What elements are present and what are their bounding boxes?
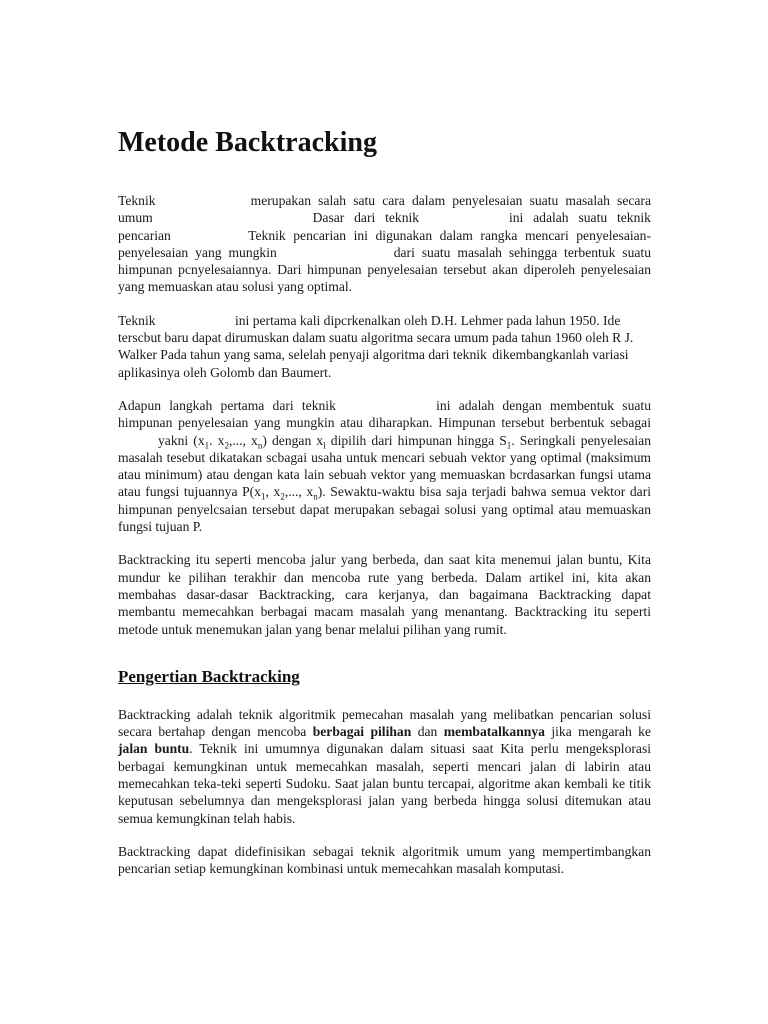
paragraph-text: ,..., x xyxy=(228,432,258,448)
subscript: 2 xyxy=(224,440,229,451)
paragraph-text: dikembangkanlah variasi aplikasinya oleh Golomb dan Baumert. xyxy=(118,347,629,380)
paragraph-text: Teknik xyxy=(118,312,156,328)
paragraph-text: ). Sewaktu-waktu bisa saja terjadi bahwa semua vektor dari himpunan penyelcsaian tersebut dapat merupakan sebagai solusi yang optimal atau memuaskan fungsi tujuan P. xyxy=(118,484,652,535)
subscript: 2 xyxy=(280,492,285,503)
page-title: Metode Backtracking xyxy=(118,127,377,158)
paragraph-text: dan xyxy=(411,724,444,740)
paragraph-text: Backtracking adalah teknik algoritmik pemecahan masalah yang melibatkan pencarian solusi secara bertahap dengan mencoba xyxy=(118,706,651,740)
paragraph-text: yakni (x xyxy=(158,432,205,448)
paragraph-text: Teknik pencarian ini digunakan dalam rangka mencari penyelesaian-penyelesaian yang mungkin xyxy=(118,227,651,260)
subscript: 1 xyxy=(204,440,210,451)
paragraph-text: ini adalah suatu teknik pencarian xyxy=(118,210,651,243)
paragraph-text: Adapun langkah pertama dari teknik xyxy=(118,397,336,413)
paragraph-definition xyxy=(118,706,651,827)
subscript: 1 xyxy=(506,440,512,451)
bold-text: jalan buntu xyxy=(118,741,190,757)
subscript: 1 xyxy=(260,492,266,503)
subscript: n xyxy=(257,440,263,451)
paragraph-text: dipilih dari himpunan hingga S xyxy=(325,432,507,448)
bold-text: berbagai pilihan xyxy=(312,724,412,740)
paragraph-text: dari suatu masalah sehingga terbentuk suatu himpunan pcnyelesaiannya. Dari himpunan penyelesaian tersebut akan diperoleh penyelesaian yang memuaskan atau solusi yang optimal. xyxy=(118,244,651,295)
paragraph-text: merupakan salah satu cara dalam penyelesaian suatu masalah secara umum xyxy=(118,193,651,226)
paragraph-text: . x xyxy=(209,432,225,448)
paragraph-steps xyxy=(118,397,651,535)
paragraph-text: , x xyxy=(265,484,281,500)
paragraph-text: ini pertama kali dipcrkenalkan oleh D.H. Lehmer pada lahun 1950. Ide terscbut baru dapat dirumuskan dalam suatu algoritma secara umum pada tahun 1960 oleh R J. Walker Pada tahun yang sama, selelah penyaji algoritma dari teknik xyxy=(118,312,634,363)
paragraph-history xyxy=(118,312,651,381)
bold-text: membatalkannya xyxy=(443,724,545,740)
paragraph-summary: Backtracking dapat didefinisikan sebagai teknik algoritmik umum yang mempertimbangkan pencarian setiap kemungkinan kombinasi untuk memecahkan masalah komputasi. xyxy=(118,843,651,877)
paragraph-text: ) dengan x xyxy=(262,432,324,448)
paragraph-text: ,..., x xyxy=(284,484,314,500)
paragraph-text: Teknik xyxy=(118,193,156,208)
paragraph-analogy: Backtracking itu seperti mencoba jalur yang berbeda, dan saat kita menemui jalan buntu, Kita mundur ke pilihan terakhir dan mencoba rute yang berbeda. Dalam artikel ini, kita akan membahas dasar-dasar Backtracking, cara kerjanya, dan bagaimana Backtracking dapat membantu memecahkan berbagai macam masalah yang menantang. Backtracking itu seperti metode untuk menemukan jalan yang benar melalui pilihan yang rumit. xyxy=(118,552,651,637)
paragraph-text: . Teknik ini umumnya digunakan dalam situasi saat Kita perlu mengeksplorasi berbagai kemungkinan untuk memecahkan masalah, seperti mencari jalan di labirin atau memecahkan teka-teki seperti Sudoku. Saat jalan buntu tercapai, algoritme akan kembali ke titik keputusan sebelumnya dan mengeksplorasi jalan yang berbeda hingga solusi ditemukan atau semua kemungkinan telah habis. xyxy=(118,741,652,826)
paragraph-text: Dasar dari teknik xyxy=(312,210,420,226)
paragraph-intro xyxy=(118,192,651,296)
subscript: n xyxy=(313,492,318,503)
paragraph-text: ini adalah dengan membentuk suatu himpunan penyelesaian yang mungkin atau diharapkan. Himpunan tersebut berbentuk sebagai xyxy=(118,397,651,431)
paragraph-text: . Seringkali penyelesaian masalah tesebut dikatakan scbagai usaha untuk mencari sebuah vektor yang optimal (maksimum atau minimum) atau dengan kata lain sebuah vektor yang memuaskan bcrdasarkan fungsi utama atau fungsi tujuannya P(x xyxy=(118,432,651,500)
document-page xyxy=(118,118,651,894)
paragraph-text: jika mengarah ke xyxy=(544,724,651,740)
section-heading: Pengertian Backtracking xyxy=(118,666,300,686)
subscript: l xyxy=(323,440,326,451)
